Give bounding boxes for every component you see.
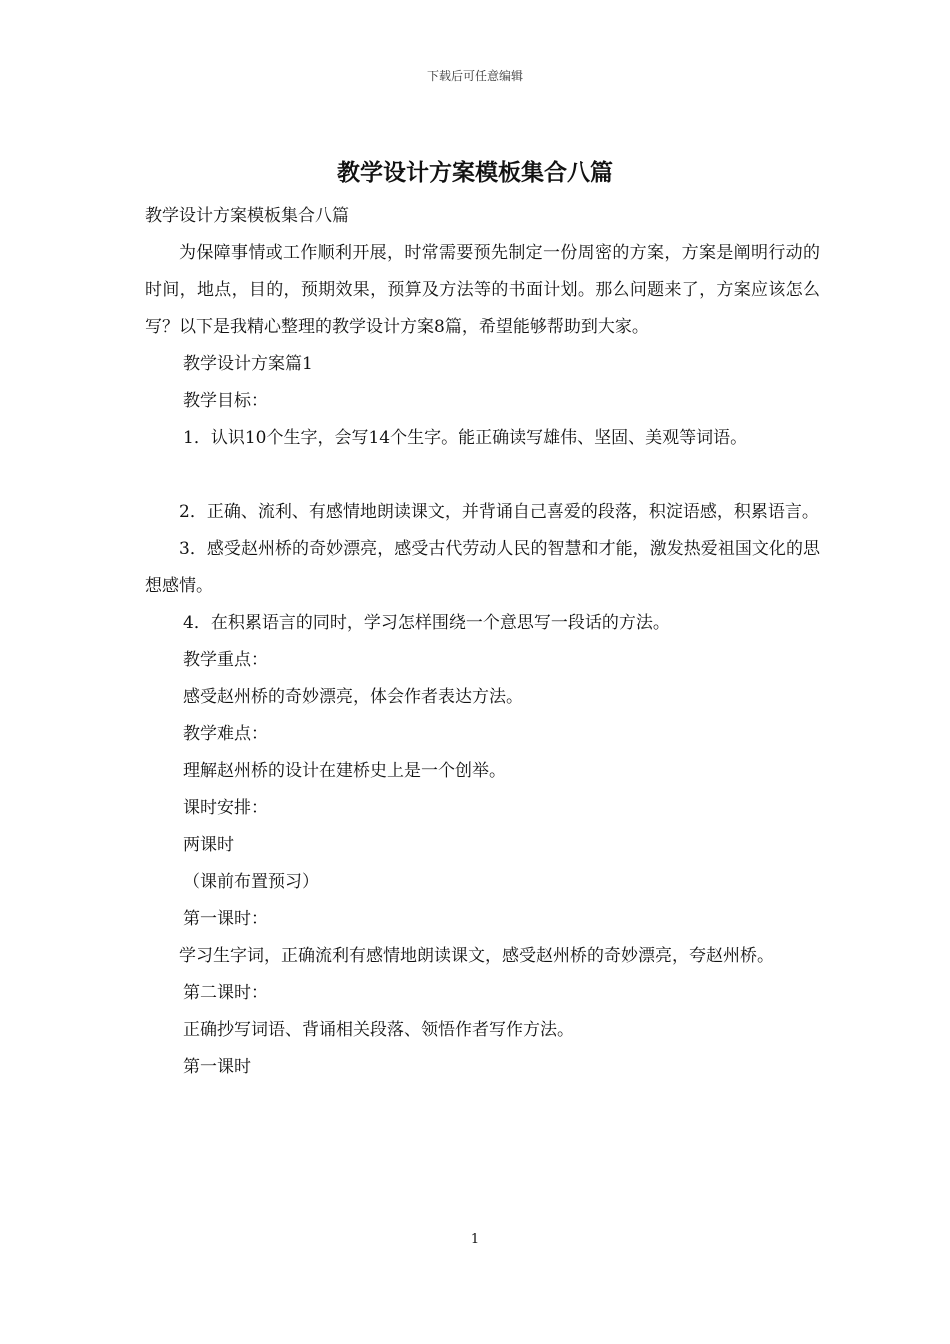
goal-2: 2．正确、流利、有感情地朗读课文，并背诵自己喜爱的段落，积淀语感，积累语言。 [179, 502, 819, 522]
goal-3: 3．感受赵州桥的奇妙漂亮，感受古代劳动人民的智慧和才能，激发热爱祖国文化的思想感情。 [145, 539, 820, 596]
header-note: 下载后可任意编辑 [426, 69, 523, 83]
document-title: 教学设计方案模板集合八篇 [337, 159, 613, 186]
lesson1-label: 第一课时： [183, 909, 268, 929]
lesson1-heading: 第一课时 [183, 1057, 251, 1077]
preview-note: （课前布置预习） [183, 872, 319, 892]
goals-label: 教学目标： [183, 391, 268, 411]
goal-1: 1．认识10个生字，会写14个生字。能正确读写雄伟、坚固、美观等词语。 [183, 428, 748, 448]
schedule-text: 两课时 [183, 835, 234, 855]
page-number: 1 [470, 1232, 480, 1247]
section-title: 教学设计方案篇1 [183, 354, 313, 374]
subtitle: 教学设计方案模板集合八篇 [145, 206, 349, 226]
lesson1-text: 学习生字词，正确流利有感情地朗读课文，感受赵州桥的奇妙漂亮，夸赵州桥。 [179, 946, 774, 966]
document-body [145, 198, 820, 1086]
schedule-label: 课时安排： [183, 798, 268, 818]
difficulty-text: 理解赵州桥的设计在建桥史上是一个创举。 [183, 761, 506, 781]
key-text: 感受赵州桥的奇妙漂亮，体会作者表达方法。 [183, 687, 523, 707]
lesson2-text: 正确抄写词语、背诵相关段落、领悟作者写作方法。 [183, 1020, 574, 1040]
lesson2-label: 第二课时： [183, 983, 268, 1003]
difficulty-label: 教学难点： [183, 724, 268, 744]
key-label: 教学重点： [183, 650, 268, 670]
intro-paragraph: 为保障事情或工作顺利开展，时常需要预先制定一份周密的方案，方案是阐明行动的时间，地点，目的，预期效果，预算及方法等的书面计划。那么问题来了，方案应该怎么写？以下是我精心整理的教学设计方案8篇，希望能够帮助到大家。 [145, 243, 820, 337]
goal-4: 4．在积累语言的同时，学习怎样围绕一个意思写一段话的方法。 [183, 613, 670, 633]
